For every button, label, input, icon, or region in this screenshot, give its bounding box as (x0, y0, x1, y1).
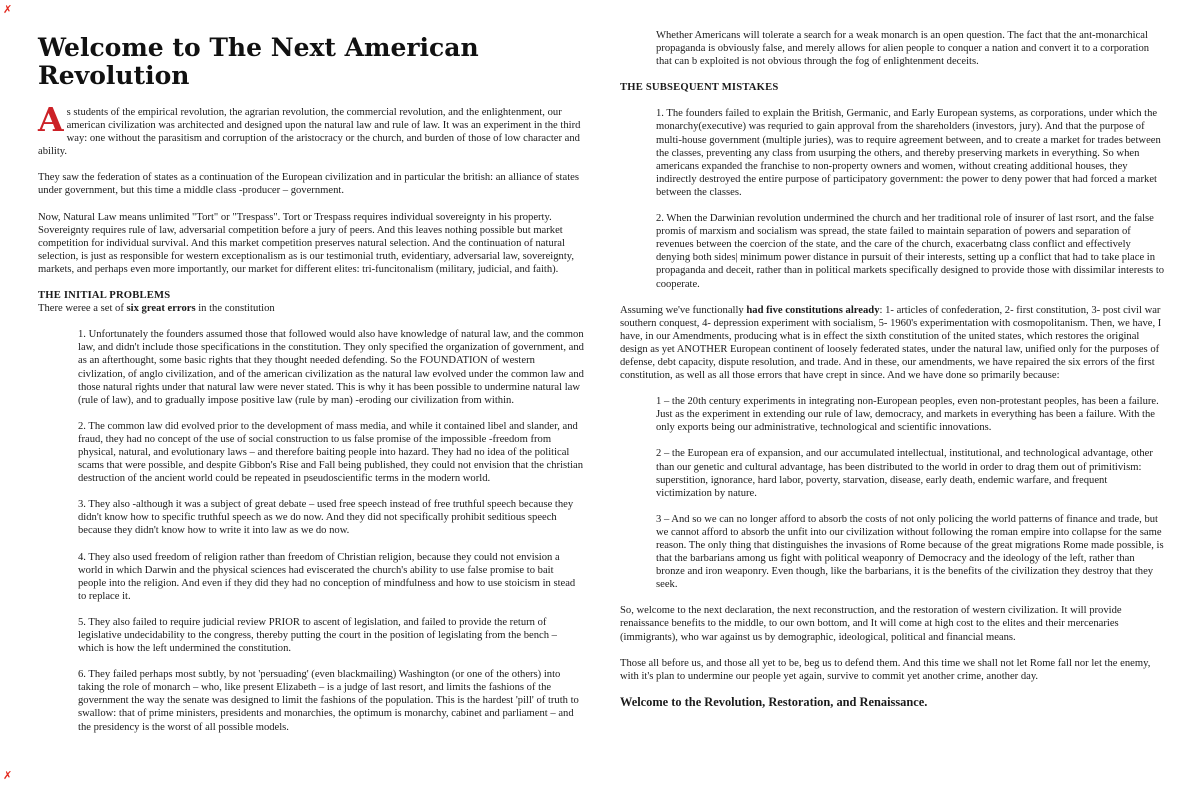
subsequent-mistakes-list (620, 107, 1165, 290)
right-column (620, 29, 1165, 709)
intro-paragraph (38, 100, 584, 158)
six-errors-line (38, 302, 584, 315)
six-errors-bold: six great errors (126, 303, 196, 315)
paragraph-federation: They saw the federation of states as a continuation of the European civilization and in particular the british: an alliance of states under government, but this time a middle class -producer – government. (38, 172, 579, 197)
monarch-paragraph-wrap (620, 29, 1165, 68)
paragraph-those-before-us: Those all before us, and those all yet to be, beg us to defend them. And this time we shall not let Rome fall nor let the enemy, with it's plan to undermine our people yet again, survive to commit yet another crime, another day. (620, 657, 1151, 682)
assuming-bold: had five constitutions already (746, 304, 880, 316)
six-errors-before: There weree a set of (38, 303, 127, 315)
paragraph-so-welcome: So, welcome to the next declaration, the next reconstruction, and the restoration of western civilization. It will provide renaissance benefits to the middle, to our own bottom, and It will come at high cost to the elites and their mercenaries (immigrants), who war against us by demographic, ideological, political and financial means. (620, 605, 1122, 643)
because-item-2: 2 – the European era of expansion, and our accumulated intellectual, institutional, and technological advantage, other than our genetic and cultural advantage, has been distributed to the world in order to drag them out of primitivism: superstition, ignorance, hard labor, poverty, starvation, disease, early death, endemic warfare, and frequent victimization by nature. (656, 448, 1153, 499)
assuming-before: Assuming we've functionally (620, 304, 747, 316)
because-list (620, 395, 1165, 591)
initial-problems-list (38, 328, 584, 733)
closing-line: Welcome to the Revolution, Restoration, and Renaissance. (620, 694, 928, 709)
left-column (38, 34, 584, 734)
list-item-2: 2. The common law did evolved prior to the development of mass media, and while it contained libel and slander, and fraud, they had no concept of the use of social construction to us false promise of the impossible -freedom from physical, natural, and evolutionary laws – and therefore baiting people into hazard. They had no idea of the political scams that were possible, and despite Gibbon's Rise and Fall being published, they could not envision that the christian destruction of the ancient world could be repeated in pseudoscientific terms in the modern world. (78, 420, 584, 485)
list-item-3: 3. They also -although it was a subject of great debate – used free speech instead of free truthful speech because they didn't know how to specific truthful speech as we do now. And they did not specifically prohibit seditious speech because they didn't know how to write it into law as we do now. (78, 499, 574, 537)
list-item-6: 6. They failed perhaps most subtly, by not 'persuading' (even blackmailing) Washington (or one of the others) into taking the role of monarch – who, like present Elizabeth – is a judge of last resort, and limits the fashions of the government the way the senate was designed to limit the fashions of the population. This is the hardest 'pill' of truth to swallow: that of prime ministers, presidents and monarchies, the optimum is monarchy, cabinet and parliament – and the presidency is the worst of all possible models. (78, 669, 579, 733)
intro-paragraph-text: s students of the empirical revolution, the agrarian revolution, the commercial revolution, and the enlightenment, our american civilization was architected and designed upon the natural law and rule of law. It was an experiment in the third way: one without the parasitism and corruption of the aristocracy or the church, and burden of those of low character and ability. (38, 107, 581, 158)
section-heading-subsequent-mistakes: THE SUBSEQUENT MISTAKES (620, 82, 779, 94)
assuming-after: : 1- articles of confederation, 2- first constitution, 3- post civil war southern conquest, 4- depression experiment with socialism, 5- 1960's experimentation with cosmopolitanism. Then, we have, I have, in our Amendments, producing what is in effect the sixth constitution of the united states, which restores the original design as yet ANOTHER European continent of loosely federated states, under the natural law, unified only for the purposes of defense, debt capacity, dispute resolution, and trade. And in these, our amendments, we have repaired the six errors of the first constitution, as well as all those errors that have crept in since. And we have done so primarily because: (620, 304, 1162, 382)
dropcap-letter: A (38, 100, 64, 139)
broken-image-icon-bottom: ✗ (3, 769, 13, 782)
document-title: Welcome to The Next American Revolution (38, 33, 479, 90)
list-item-1: 1. Unfortunately the founders assumed those that followed would also have knowledge of natural law, and the common law, and didn't include those specifications in the constitution. They only specified the organization of government, and as an afterthought, some basic rights that they thought needed defending. So the FOUNDATION of western civlization, of anglo civilization, and of the american civilization as the natural law evolved under the common law and those natural rights under that natural law were never stated. This is why it has been possible to undermine natural law (rule of law), and to gradually impose positive law (rule by man) -eroding our civilization from within. (78, 329, 584, 406)
six-errors-after: in the constitution (195, 303, 275, 315)
broken-image-icon-top: ✗ (3, 3, 13, 16)
because-item-1: 1 – the 20th century experiments in integrating non-European peoples, even non-protestant peoples, has been a failure. Just as the experiment in extending our rule of law, democracy, and markets in everything has been a failure. With the only exports being our administrative, technological and scientific innovations. (656, 396, 1159, 434)
list-item-5: 5. They also failed to require judicial review PRIOR to ascent of legislation, and failed to provide the return of legislative undecidability to the congress, thereby putting the court in the position of legislating from the bench – which is how the left undermined the constitution. (78, 616, 557, 655)
section-heading-initial-problems: THE INITIAL PROBLEMS (38, 290, 171, 302)
paragraph-natural-law: Now, Natural Law means unlimited "Tort" or "Trespass". Tort or Trespass requires individual sovereignty in his property. Sovereignty requires rule of law, adversarial competition before a jury of peers. And this leaves nothing possible but market competition for individual survival. And this market competition preserves natural selection. And the continuation of natural selection, is just as responsible for western exceptionalism as is our testimonial truth, evidentiary, adversarial law, sovereignty, markets, and perhaps even more importantly, our market for different elites: tri-funcitonalism (military, judicial, and faith). (38, 211, 575, 275)
mistake-item-1: 1. The founders failed to explain the British, Germanic, and Early European systems, as corporations, under which the monarchy(executive) was requried to gain approval from the shareholders (investors, jury). And that the purpose of multi-house government (multiple juries), was to require agreement between, and to create a market for trades between the classes, preventing any class from usurping the others, and thereby preserving markets in everything. So when americans expanded the franchise to non-property owners and women, without creating additional houses, they indirectly destroyed the entire purpose of participatory government: the power to deny power that had forced a market between the classes. (656, 108, 1161, 198)
because-item-3: 3 – And so we can no longer afford to absorb the costs of not only policing the world patterns of finance and trade, but we cannot afford to absorb the unfit into our civilization without following the roman empire into collapse for the same reason. The only thing that distinguishes the invasions of Rome because of the great migrations Rome made possible, is that the barbarians among us fight with political weaponry of Democracy and the ideology of the left, rather than bronze and iron weaponry. Even though, like the barbarians, it is the benefits of the civilization they destroy that they seek. (656, 513, 1164, 591)
paragraph-weak-monarch: Whether Americans will tolerate a search for a weak monarch is an open question. The fact that the ant-monarchical propaganda is obviously false, and merely allows for alien people to conquer a nation and convert it to a corporation that can b exploited is not obvious through the fog of enlightenment deceits. (656, 30, 1150, 68)
paragraph-assuming (620, 304, 1165, 383)
mistake-item-2: 2. When the Darwinian revolution undermined the church and her traditional role of insurer of last rsort, and the false promis of marxism and socialism was spread, the state failed to maintain separation of powers and separation of revenues between the coercion of the state, and the care of the church, exacerbatng class conflict and effectively denying both sides| minimum power distance in pursuit of their interests, setting up a conflict that had to take place in propaganda and deceit, rather than in political markets specifically designed to provide those with dissimilar interests to cooperate. (656, 213, 1165, 290)
list-item-4: 4. They also used freedom of religion rather than freedom of Christian religion, because they could not envision a world in which Darwin and the physical sciences had eviscerated the church's ability to use false promise to bait people into the religion. And even if they did they had no conception of mindfulness and how to use stoicism in stead to replace it. (78, 551, 576, 602)
